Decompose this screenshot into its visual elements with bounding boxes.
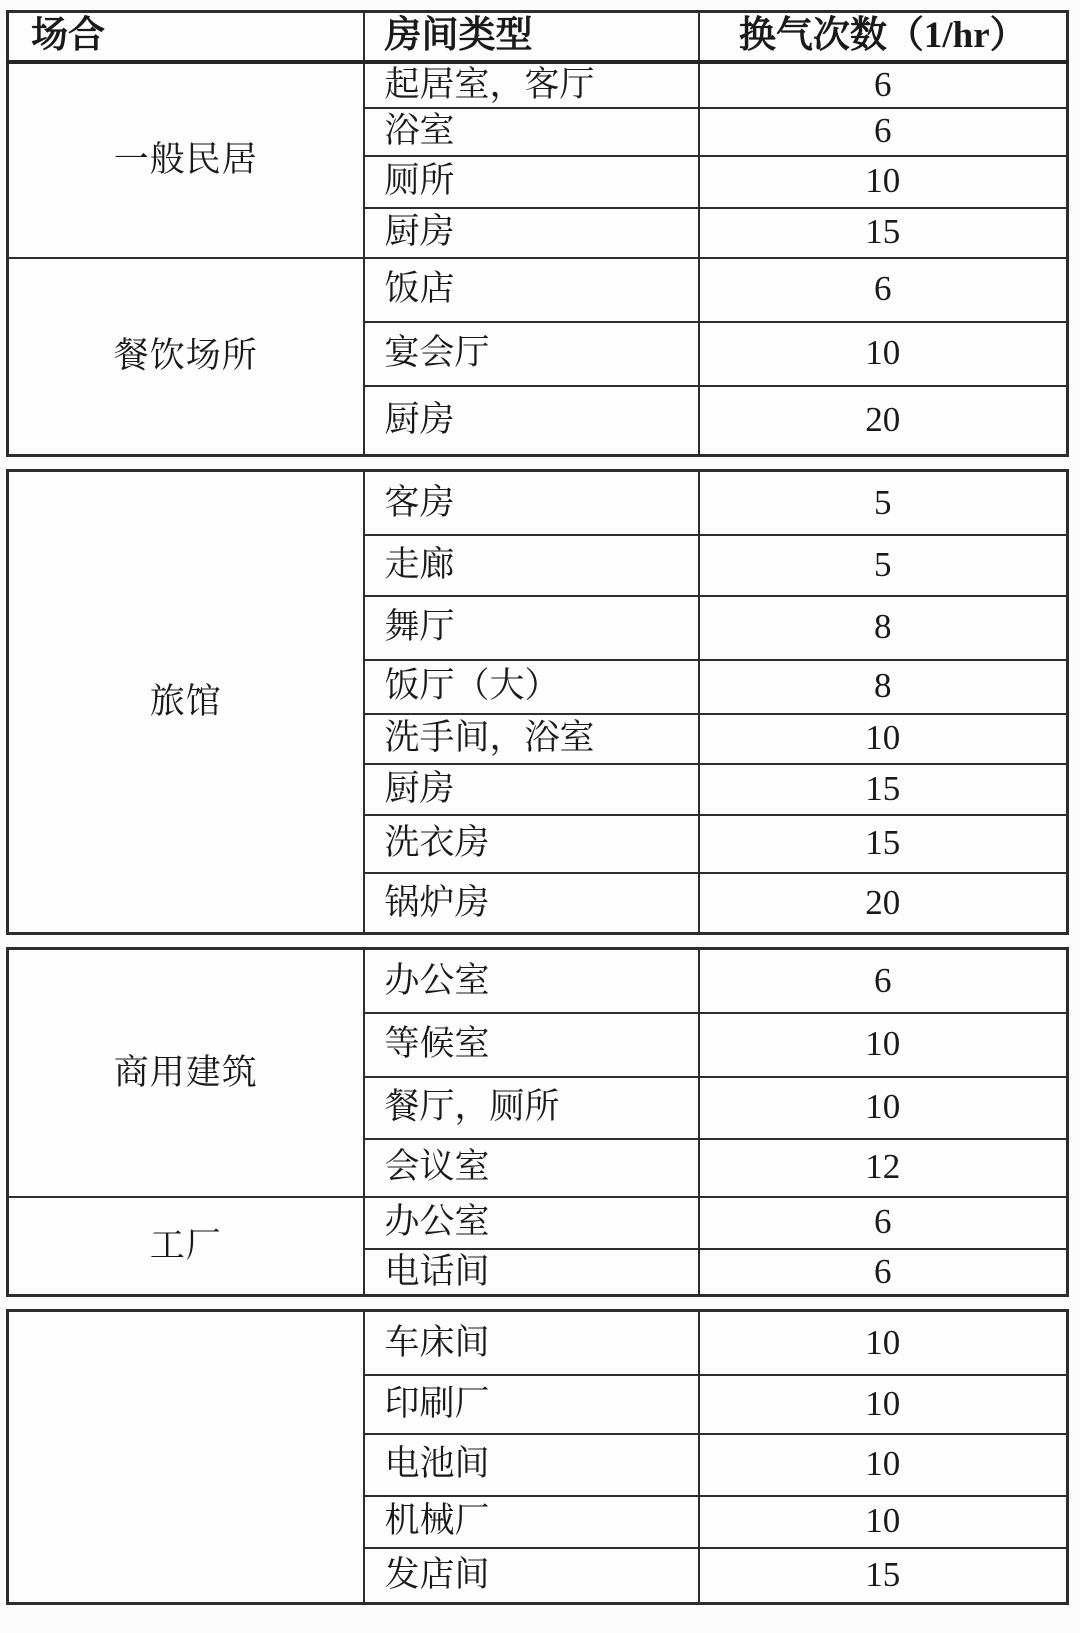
room-cell: 机械厂	[364, 1496, 699, 1548]
table-block-3	[6, 947, 1069, 1297]
ach-cell: 10	[699, 156, 1068, 208]
table-row	[8, 258, 1068, 322]
room-cell: 车床间	[364, 1311, 699, 1375]
occasion-cell: 一般民居	[8, 62, 364, 258]
room-cell: 办公室	[364, 1197, 699, 1249]
ach-cell: 12	[699, 1139, 1068, 1197]
room-cell: 电话间	[364, 1249, 699, 1296]
table-block-4	[6, 1309, 1069, 1605]
room-cell: 厨房	[364, 386, 699, 456]
room-cell: 饭厅（大）	[364, 660, 699, 714]
room-cell: 餐厅，厕所	[364, 1077, 699, 1139]
room-cell: 电池间	[364, 1434, 699, 1496]
ach-cell: 6	[699, 258, 1068, 322]
table-block-1	[6, 10, 1069, 457]
ach-cell: 10	[699, 1013, 1068, 1077]
occasion-cell: 旅馆	[8, 471, 364, 934]
table-row	[8, 1197, 1068, 1249]
ach-cell: 8	[699, 660, 1068, 714]
ach-cell: 8	[699, 596, 1068, 660]
ach-cell: 20	[699, 873, 1068, 934]
ach-cell: 15	[699, 815, 1068, 873]
room-cell: 印刷厂	[364, 1375, 699, 1434]
header-occasion: 场合	[8, 12, 364, 62]
ach-cell: 15	[699, 208, 1068, 258]
table-header-row	[8, 12, 1068, 62]
ach-cell: 10	[699, 1311, 1068, 1375]
room-cell: 厨房	[364, 764, 699, 815]
ach-cell: 5	[699, 535, 1068, 596]
room-cell: 锅炉房	[364, 873, 699, 934]
occasion-cell: 工厂	[8, 1197, 364, 1296]
ach-cell: 15	[699, 1548, 1068, 1604]
ach-cell: 10	[699, 1077, 1068, 1139]
ach-cell: 6	[699, 949, 1068, 1013]
ach-cell: 6	[699, 1249, 1068, 1296]
room-cell: 办公室	[364, 949, 699, 1013]
table-row	[8, 471, 1068, 535]
ach-cell: 10	[699, 1434, 1068, 1496]
room-cell: 厕所	[364, 156, 699, 208]
occasion-cell: 商用建筑	[8, 949, 364, 1197]
room-cell: 会议室	[364, 1139, 699, 1197]
occasion-cell: 餐饮场所	[8, 258, 364, 456]
room-cell: 浴室	[364, 108, 699, 156]
ach-cell: 10	[699, 322, 1068, 386]
room-cell: 厨房	[364, 208, 699, 258]
room-cell: 饭店	[364, 258, 699, 322]
ach-cell: 6	[699, 108, 1068, 156]
table-row	[8, 62, 1068, 108]
ach-cell: 15	[699, 764, 1068, 815]
ach-cell: 10	[699, 714, 1068, 764]
room-cell: 发店间	[364, 1548, 699, 1604]
ach-cell: 10	[699, 1375, 1068, 1434]
header-room-type: 房间类型	[364, 12, 699, 62]
room-cell: 洗手间，浴室	[364, 714, 699, 764]
table-block-2	[6, 469, 1069, 935]
ach-cell: 5	[699, 471, 1068, 535]
ach-cell: 10	[699, 1496, 1068, 1548]
table-row	[8, 1311, 1068, 1375]
room-cell: 客房	[364, 471, 699, 535]
room-cell: 等候室	[364, 1013, 699, 1077]
room-cell: 洗衣房	[364, 815, 699, 873]
ach-cell: 6	[699, 62, 1068, 108]
room-cell: 起居室，客厅	[364, 62, 699, 108]
room-cell: 舞厅	[364, 596, 699, 660]
table-row	[8, 949, 1068, 1013]
header-ach-rate: 换气次数（1/hr）	[699, 12, 1068, 62]
ach-cell: 20	[699, 386, 1068, 456]
occasion-cell-empty	[8, 1311, 364, 1604]
room-cell: 宴会厅	[364, 322, 699, 386]
ach-cell: 6	[699, 1197, 1068, 1249]
room-cell: 走廊	[364, 535, 699, 596]
